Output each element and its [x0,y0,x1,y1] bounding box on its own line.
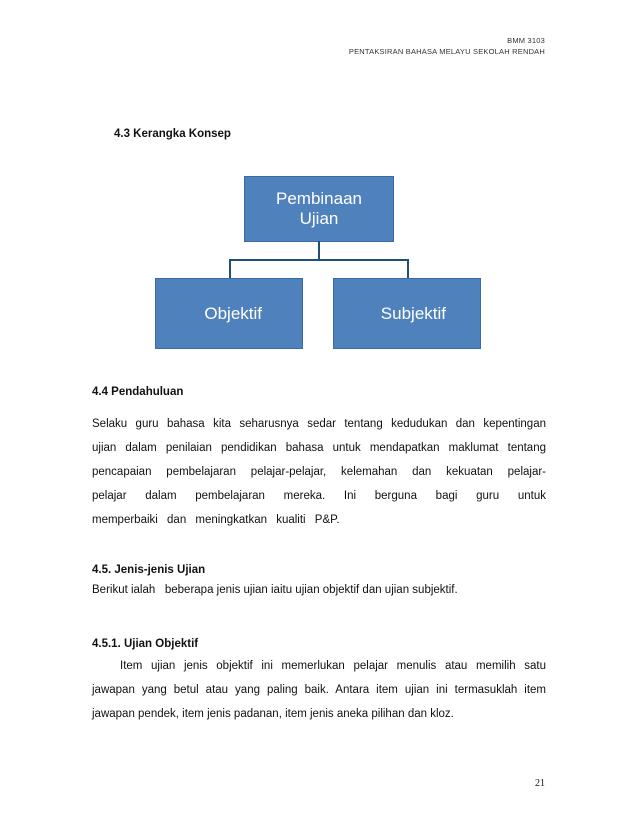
paragraph-line: memperbaiki dan meningkatkan kualiti P&P. [92,514,340,526]
paragraph-line: jawapan pendek, item jenis padanan, item jenis aneka pilihan dan kloz. [92,708,454,720]
paragraph-line: ujian dalam penilaian pendidikan bahasa untuk mendapatkan maklumat tentang [92,442,546,454]
paragraph-ujian-objektif [92,654,546,726]
diagram-root-line2: Ujian [299,209,339,228]
section-title-jenis-ujian: 4.5. Jenis-jenis Ujian [92,564,206,576]
connector-vertical-right [407,259,409,278]
section-title-pendahuluan: 4.4 Pendahuluan [92,386,184,398]
paragraph-line: jawapan yang betul atau yang paling baik. Antara item ujian ini termasuklah item [92,684,546,696]
section-title-ujian-objektif: 4.5.1. Ujian Objektif [92,638,199,650]
paragraph-line: pelajar dalam pembelajaran mereka. Ini berguna bagi guru untuk [92,490,546,502]
header-code: BMM 3103 [507,36,545,45]
connector-vertical-left [229,259,231,278]
diagram-objektif-label: Objektif [204,303,262,323]
paragraph-line: Selaku guru bahasa kita seharusnya sedar tentang kedudukan dan kepentingan [92,418,546,430]
page-number: 21 [535,778,545,789]
diagram-root-box [244,176,394,242]
paragraph-jenis-ujian: Berikut ialah beberapa jenis ujian iaitu ujian objektif dan ujian subjektif. [92,584,458,596]
connector-vertical-root [318,241,320,260]
paragraph-line: pencapaian pembelajaran pelajar-pelajar, kelemahan dan kekuatan pelajar- [92,466,546,478]
connector-horizontal [229,259,409,261]
paragraph-pendahuluan [92,412,546,532]
paragraph-line: Item ujian jenis objektif ini memerlukan pelajar menulis atau memilih satu [120,660,546,672]
diagram-subjektif-box [333,278,481,349]
header-course: PENTAKSIRAN BAHASA MELAYU SEKOLAH RENDAH [348,47,545,56]
diagram-objektif-box [155,278,303,349]
diagram-root-line1: Pembinaan [275,189,362,208]
section-title-kerangka-konsep: 4.3 Kerangka Konsep [114,128,231,140]
diagram-subjektif-label: Subjektif [380,303,446,323]
